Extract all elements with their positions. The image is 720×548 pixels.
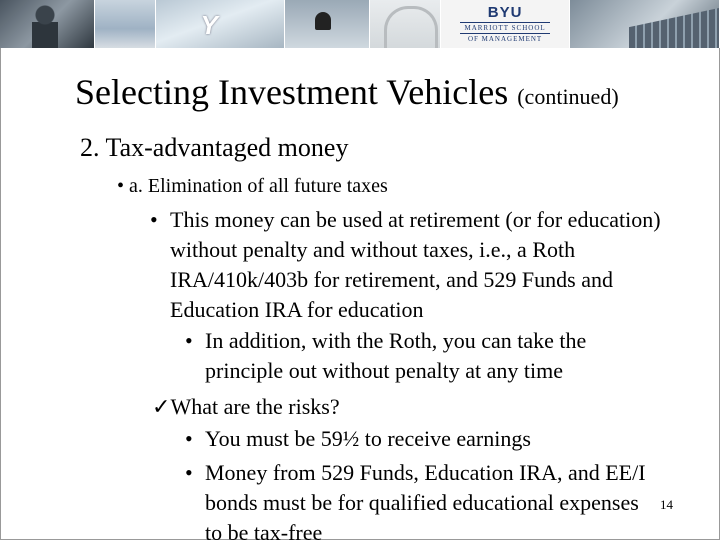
- risk-item-1: [185, 424, 655, 454]
- risk-item-2: [185, 458, 655, 548]
- bullet: •: [150, 207, 158, 232]
- arch-image: [384, 6, 438, 48]
- page-number: 14: [660, 497, 673, 512]
- checkmark-icon: ✓: [152, 394, 171, 419]
- bullet: •: [185, 328, 193, 353]
- detail-item: [150, 205, 670, 325]
- header-banner: [0, 0, 720, 48]
- building-photo: [570, 0, 720, 48]
- logo-subtitle-2: OF MANAGEMENT: [467, 35, 543, 43]
- slide-title: [75, 70, 619, 119]
- logo-rule-2: [460, 33, 550, 34]
- point-2: 2. Tax-advantaged money: [80, 133, 349, 162]
- campus-photo: [95, 0, 155, 48]
- bullet: •: [185, 426, 193, 451]
- risk-heading-text: What are the risks?: [170, 394, 340, 419]
- slide-title-suffix: (continued): [517, 84, 619, 109]
- logo-title: BYU: [487, 4, 523, 21]
- logo-rule: [460, 22, 550, 23]
- slide-title-main: Selecting Investment Vehicles: [75, 72, 509, 112]
- mountain-y-image: Y: [200, 10, 218, 40]
- risk-2-text: Money from 529 Funds, Education IRA, and EE/I bonds must be for qualified educational expenses to be tax-free: [205, 460, 646, 545]
- arch-photo: [370, 0, 440, 48]
- bullet: •: [185, 460, 193, 485]
- statue-photo: [0, 0, 95, 48]
- building-image: [629, 8, 719, 48]
- sub-point-a: [117, 172, 388, 200]
- sub-point-a-text: a. Elimination of all future taxes: [129, 175, 388, 197]
- bell-tower-photo: [285, 0, 370, 48]
- bullet: •: [117, 175, 125, 197]
- risk-heading-item: [152, 392, 340, 422]
- roth-note-text: In addition, with the Roth, you can take the principle out without penalty at any time: [205, 328, 587, 383]
- roth-note-item: [185, 326, 655, 386]
- detail-text: This money can be used at retirement (or for education) without penalty and without taxes, i.e., a Roth IRA/410k/403b for retirement, and 529 Funds and Education IRA for education: [170, 207, 661, 322]
- byu-marriott-logo: [441, 0, 571, 48]
- logo-subtitle-1: MARRIOTT SCHOOL: [464, 24, 546, 32]
- risk-1-text: You must be 59½ to receive earnings: [205, 426, 531, 451]
- statue-image: [25, 4, 65, 48]
- bell-image: [315, 12, 331, 30]
- mountain-photo: [156, 0, 286, 48]
